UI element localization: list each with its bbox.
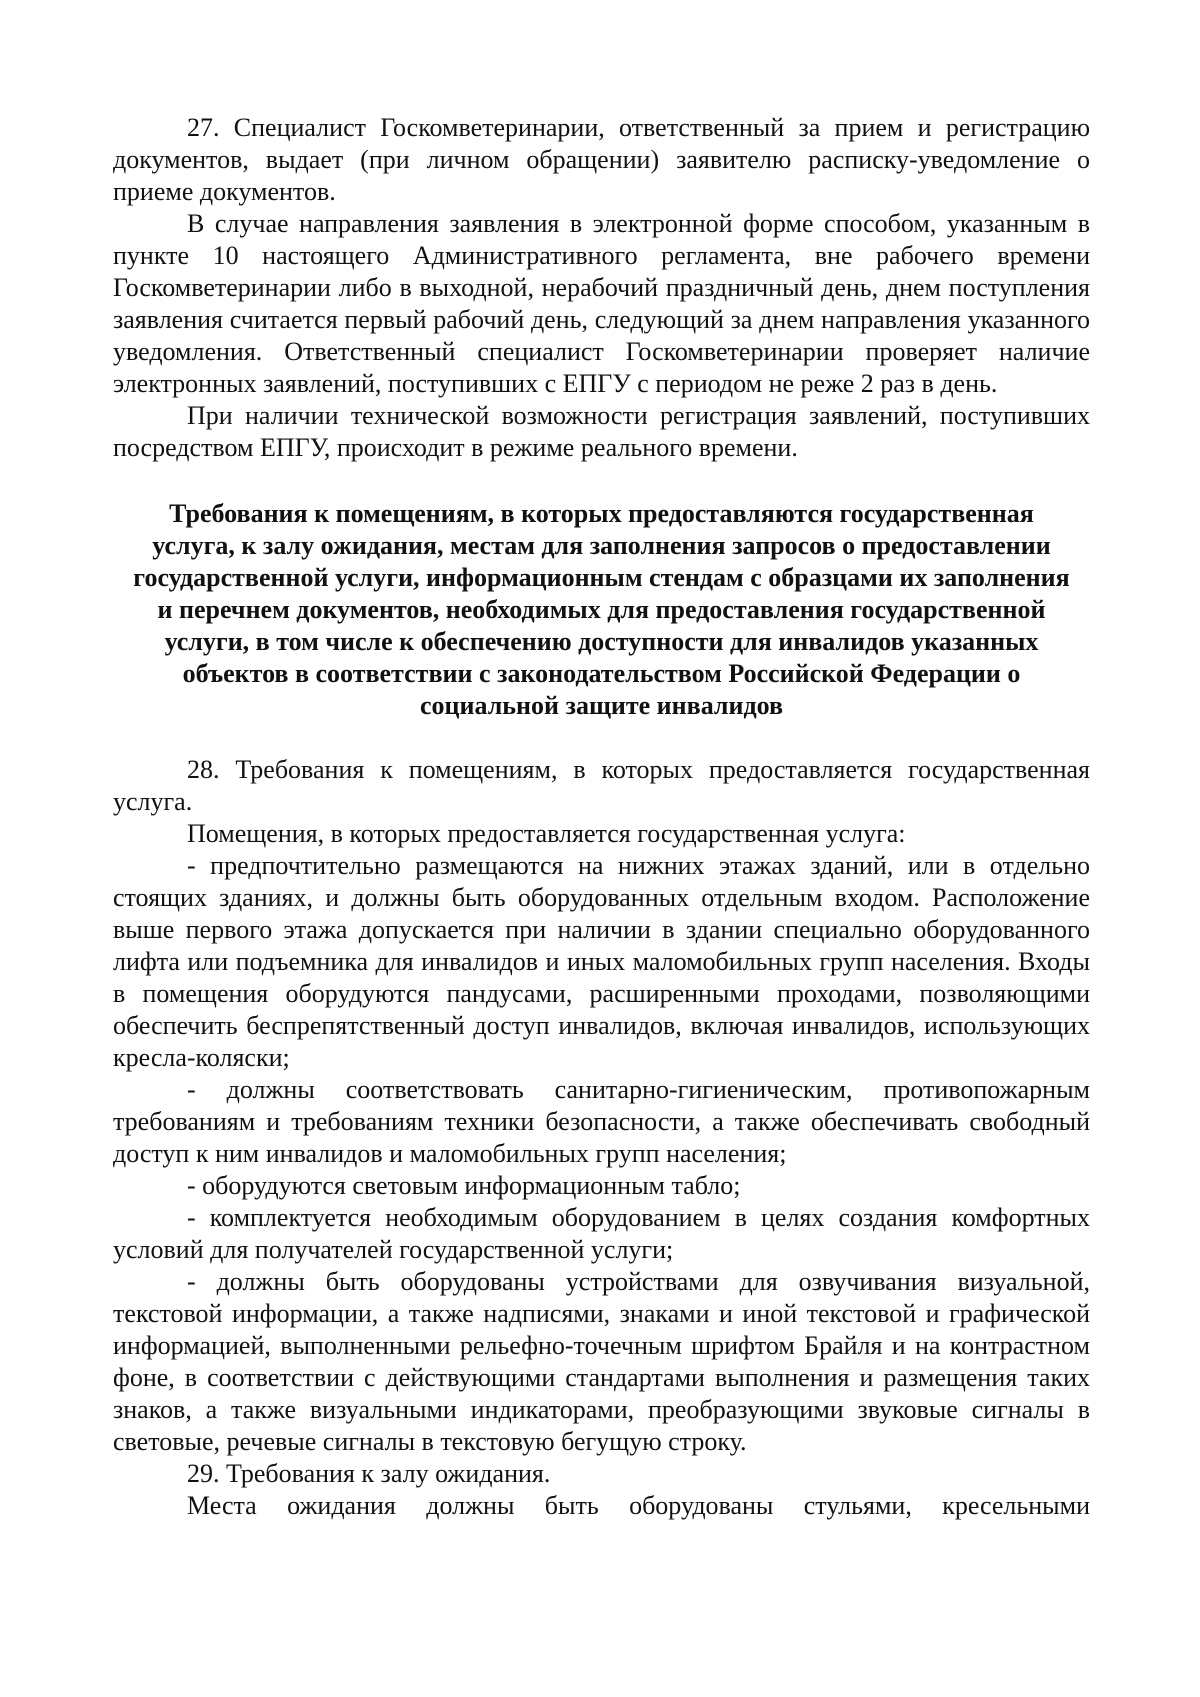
paragraph-realtime-registration: При наличии технической возможности регистрация заявлений, поступивших посредством ЕПГУ, происходит в режиме реального времени. bbox=[113, 401, 1090, 462]
paragraph-waiting-places: Места ожидания должны быть оборудованы стульями, кресельными bbox=[187, 1491, 1090, 1520]
paragraph-electronic-submission: В случае направления заявления в электронной форме способом, указанным в пункте 10 настоящего Административного регламента, вне рабочего времени Госкомветеринарии либо в выходной, нерабочий праздничный день, днем поступления заявления считается первый рабочий день, следующий за днем направления указанного уведомления. Ответственный специалист Госкомветеринарии проверяет наличие электронных заявлений, поступивших с ЕПГУ с периодом не реже 2 раз в день. bbox=[113, 209, 1090, 398]
list-item-braille: - должны быть оборудованы устройствами для озвучивания визуальной, текстовой информации, а также надписями, знаками и иной текстовой и графической информацией, выполненными рельефно-точечным шрифтом Брайля и на контрастном фоне, в соответствии с действующими стандартами выполнения и размещения таких знаков, а также визуальными индикаторами, преобразующими звуковые сигналы в световые, речевые сигналы в текстовую бегущую строку. bbox=[113, 1267, 1090, 1456]
section-heading: Требования к помещениям, в которых предоставляются государственная услуга, к залу ожидания, местам для заполнения запросов о предоставлении государственной услуги, информационным стендам с образцами их заполнения и перечнем документов, необходимых для предоставления государственной услуги, в том числе к обеспечению доступности для инвалидов указанных объектов в соответствии с законодательством Российской Федерации о социальной защите инвалидов bbox=[133, 499, 1070, 720]
list-item-sanitary: - должны соответствовать санитарно-гигиеническим, противопожарным требованиям и требованиям техники безопасности, а также обеспечивать свободный доступ к ним инвалидов и маломобильных групп населения; bbox=[113, 1075, 1090, 1168]
list-item-location: - предпочтительно размещаются на нижних этажах зданий, или в отдельно стоящих зданиях, и должны быть оборудованных отдельным входом. Расположение выше первого этажа допускается при наличии в здании специально оборудованного лифта или подъемника для инвалидов и иных маломобильных групп населения. Входы в помещения оборудуются пандусами, расширенными проходами, позволяющими обеспечить беспрепятственный доступ инвалидов, включая инвалидов, использующих кресла-коляски; bbox=[113, 851, 1090, 1072]
paragraph-28: 28. Требования к помещениям, в которых предоставляется государственная услуга. bbox=[113, 755, 1090, 816]
list-item-equipment: - комплектуется необходимым оборудованием в целях создания комфортных условий для получателей государственной услуги; bbox=[113, 1203, 1090, 1264]
list-item-light-board: - оборудуются световым информационным табло; bbox=[187, 1171, 741, 1200]
paragraph-29: 29. Требования к залу ожидания. bbox=[187, 1459, 551, 1488]
paragraph-27: 27. Специалист Госкомветеринарии, ответственный за прием и регистрацию документов, выдает (при личном обращении) заявителю расписку-уведомление о приеме документов. bbox=[113, 113, 1090, 206]
paragraph-premises: Помещения, в которых предоставляется государственная услуга: bbox=[187, 819, 906, 848]
